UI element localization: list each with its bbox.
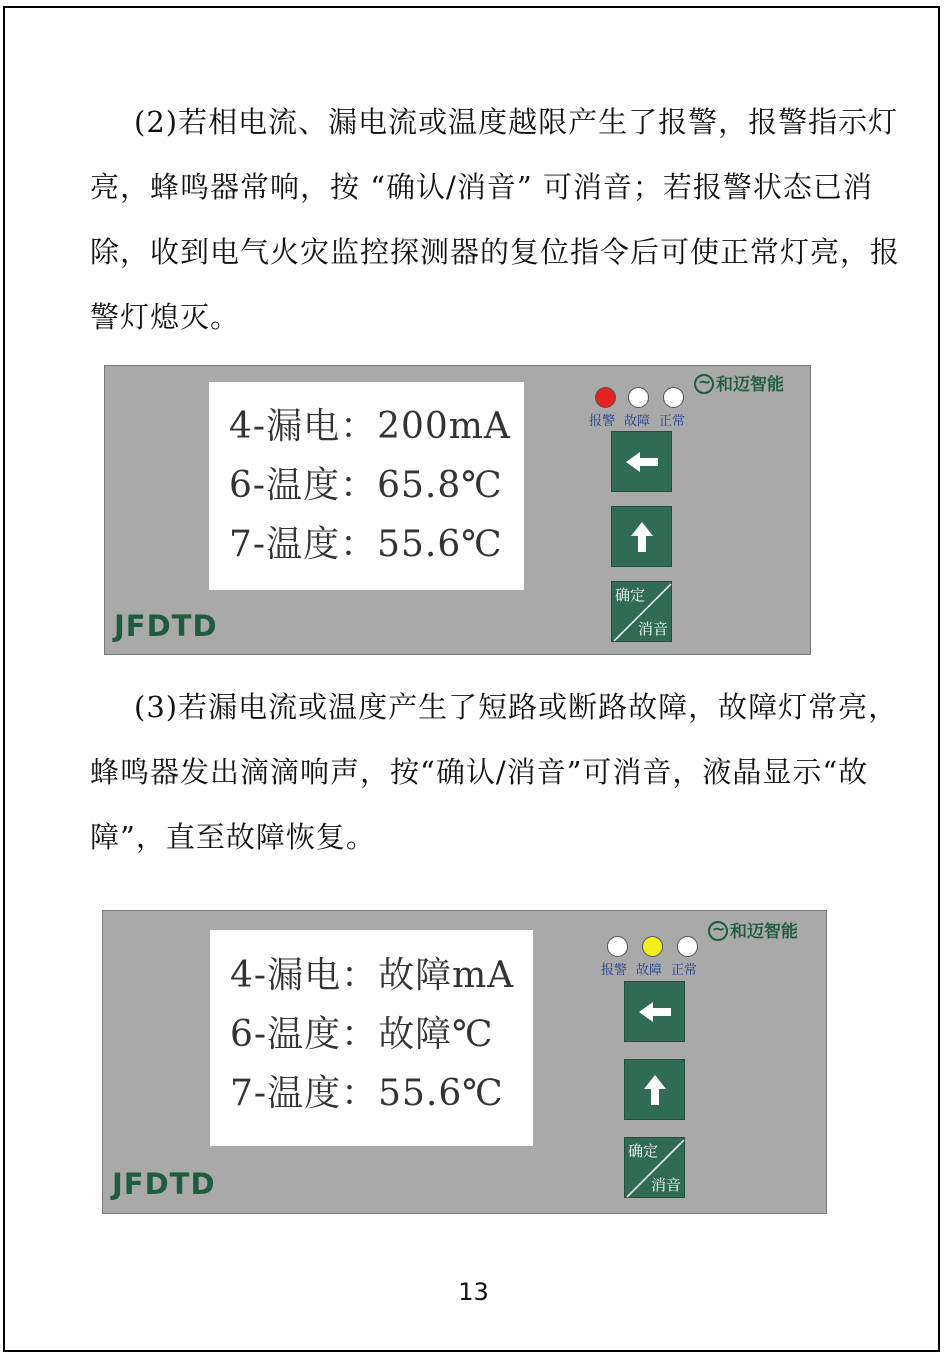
led-alarm [607,936,628,957]
confirm-label: 确定 [628,1142,659,1160]
led-label-fault: 故障 [624,414,651,429]
confirm-mute-button[interactable] [624,1137,685,1198]
lcd-line: 4-漏电：故障mA [230,955,515,996]
brand-logo [694,370,784,395]
led-label-fault: 故障 [636,963,663,978]
lcd-line: 7-温度：55.6℃ [229,524,503,565]
page-number: 13 [458,1278,489,1306]
lcd-display [210,930,533,1146]
paragraph-alarm: (2)若相电流、漏电流或温度越限产生了报警，报警指示灯亮，蜂鸣器常响，按 “确认/消音” 可消音；若报警状态已消除，收到电气火灾监控探测器的复位指令后可使正常灯亮，报警灯熄灭。 [90,105,901,334]
brand-logo-icon [708,921,728,941]
led-label-alarm: 报警 [601,963,628,978]
brand-name: 和迈智能 [716,375,784,395]
arrow-up-icon [612,507,673,568]
back-button[interactable] [624,981,685,1042]
model-label: JFDTD [112,1167,216,1201]
led-label-alarm: 报警 [589,414,616,429]
confirm-mute-button[interactable] [611,581,672,642]
arrow-left-icon [625,982,686,1043]
paragraph-fault: (3)若漏电流或温度产生了短路或断路故障，故障灯常亮，蜂鸣器发出滴滴响声，按“确认/消音”可消音，液晶显示“故障”，直至故障恢复。 [90,690,899,854]
lcd-display [209,382,524,590]
confirm-label: 确定 [615,586,646,604]
back-button[interactable] [611,431,672,492]
led-normal [663,387,684,408]
up-button[interactable] [611,506,672,567]
arrow-left-icon [612,432,673,493]
lcd-line: 7-温度：55.6℃ [230,1073,504,1114]
mute-label: 消音 [650,1176,681,1194]
led-fault [628,387,649,408]
brand-name: 和迈智能 [730,922,798,942]
brand-logo-icon [694,374,714,394]
device-panel-fault [102,910,827,1214]
led-normal [677,936,698,957]
led-alarm [595,387,616,408]
model-label: JFDTD [114,609,218,643]
lcd-line: 6-温度：65.8℃ [229,465,503,506]
brand-logo [708,917,798,942]
arrow-up-icon [625,1060,686,1121]
lcd-line: 6-温度：故障℃ [230,1014,494,1055]
led-fault [642,936,663,957]
mute-label: 消音 [637,620,668,638]
lcd-line: 4-漏电：200mA [229,406,511,447]
up-button[interactable] [624,1059,685,1120]
led-label-normal: 正常 [671,963,698,978]
led-label-normal: 正常 [659,414,686,429]
device-panel-alarm [104,365,811,655]
